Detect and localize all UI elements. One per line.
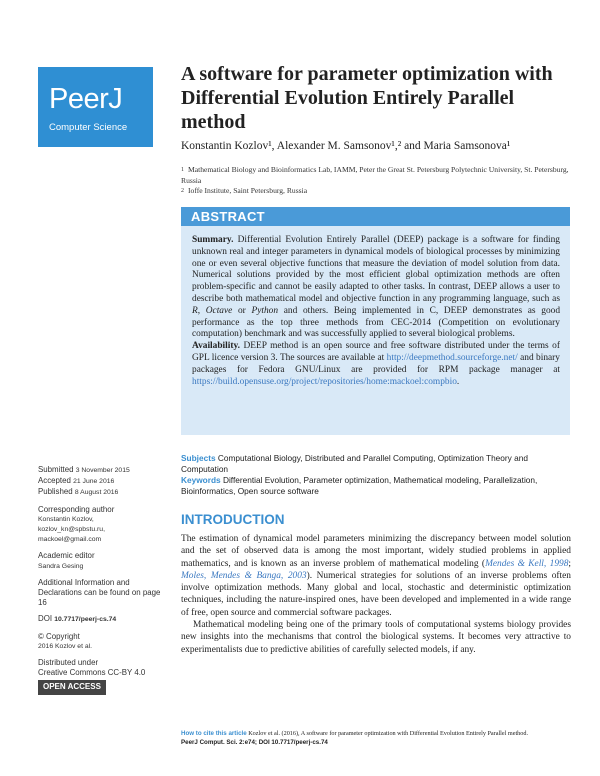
corresponding-email-2[interactable]: mackoel@gmail.com (38, 536, 102, 544)
corresponding-author-name: Konstantin Kozlov, (38, 515, 94, 523)
published-row: Published 8 August 2016 (38, 487, 119, 497)
introduction-text (181, 533, 571, 656)
deepmethod-link[interactable]: http://deepmethod.sourceforge.net/ (386, 352, 518, 363)
accepted-row: Accepted 21 June 2016 (38, 476, 115, 486)
abstract-summary: Summary. Differential Evolution Entirely Parallel (DEEP) package is a software for finding unknown real and integer parameters in dynamical models of biological processes by minimizing one or even several objective functions that measure the deviation of model solution from data. Numerical solutions provided by the most efficient global optimization methods are often problem-specific and cannot be easily adapted to other tasks. In contrast, DEEP allows a user to describe both mathematical model and objective function in any programming language, such as R, Octave or Python and others. Being implemented in C, DEEP demonstrates as good performance as the top three methods from CEC-2014 (Competition on evolutionary computation) benchmark and was successfully applied to several biological problems. (192, 235, 561, 340)
additional-info[interactable]: Additional Information and Declarations can be found on page 16 (38, 577, 161, 608)
peerj-logo (38, 67, 153, 147)
article-title: A software for parameter optimization with Differential Evolution Entirely Parallel method (181, 63, 553, 133)
how-to-cite: How to cite this article Kozlov et al. (2016), A software for parameter optimization with Differential Evolution Entirely Parallel method. (181, 730, 529, 737)
journal-line: PeerJ Comput. Sci. 2:e74; DOI 10.7717/peerj-cs.74 (181, 738, 328, 746)
license-line-2[interactable]: Creative Commons CC-BY 4.0 (38, 668, 146, 678)
subjects-line: Subjects Computational Biology, Distributed and Parallel Computing, Optimization Theory and Computation (181, 453, 528, 474)
abstract-text (192, 235, 560, 388)
academic-editor-label: Academic editor (38, 551, 95, 561)
citation-moles[interactable]: Moles, Mendes & Banga, 2003 (181, 570, 307, 581)
keywords-line: Keywords Differential Evolution, Parameter optimization, Mathematical modeling, Parallelization, Bioinformatics, Open source software (181, 475, 538, 496)
article-sidebar (38, 465, 168, 695)
affiliations (181, 165, 581, 197)
intro-paragraph-2: Mathematical modeling being one of the primary tools of computational systems biology provides new insights into the mechanisms that control the biological systems. It becomes very attractive to experimentalists due to predictive abilities of carefully selected models, if any. (181, 620, 571, 655)
doi-row[interactable]: DOI 10.7717/peerj-cs.74 (38, 614, 117, 624)
corresponding-author-label: Corresponding author (38, 504, 115, 514)
intro-paragraph-1: The estimation of dynamical model parameters minimizing the discrepancy between model solution and the set of observed data is among the most important, widely studied problems in applied mathematics, and is known as an inverse problem of mathematical modeling (Mendes & Kell, 1998; Moles, Mendes & Banga, 2003). Numerical strategies for solutions of an inverse problems often involve optimization methods. Many global and local, stochastic and deterministic optimization techniques, including the nature-inspired ones, have been developed and implemented in a wide range of free, open source and commercial software packages. (181, 534, 571, 618)
affiliation-2: $^2$ Ioffe Institute, Saint Petersburg, Russia (181, 186, 308, 195)
abstract-heading: ABSTRACT (191, 209, 265, 224)
submitted-row: Submitted 3 November 2015 (38, 465, 130, 474)
license-line-1: Distributed under (38, 658, 99, 668)
corresponding-email-1[interactable]: kozlov_kn@spbstu.ru, (38, 526, 105, 534)
logo-subtitle: Computer Science (49, 122, 128, 133)
opensuse-link[interactable]: https://build.opensuse.org/project/repositories/home:mackoel:compbio (192, 376, 457, 387)
copyright-icon: © (38, 631, 44, 641)
author-list: Konstantin Kozlov¹, Alexander M. Samsonov¹,² and Maria Samsonova¹ (181, 140, 511, 152)
citation-mendes-kell[interactable]: Mendes & Kell, 1998 (485, 558, 569, 569)
affiliation-1: $^1$ Mathematical Biology and Bioinformatics Lab, IAMM, Peter the Great St. Petersburg Polytechnic University, St. Petersburg, Russia (181, 165, 569, 185)
abstract-availability: Availability. DEEP method is an open source and free software distributed under the terms of GPL licence version 3. The sources are available at http://deepmethod.sourceforge.net/ and binary packages for Fedora GNU/Linux are provided for RPM package manager at https://build.opensuse.org/project/repositories/home:mackoel:compbio. (192, 341, 560, 387)
open-access-badge: OPEN ACCESS (38, 680, 106, 694)
introduction-heading: INTRODUCTION (181, 512, 285, 527)
abstract-header (181, 207, 570, 226)
copyright-text: 2016 Kozlov et al. (38, 642, 93, 650)
citation-footer (181, 730, 581, 747)
subjects-keywords (181, 453, 571, 497)
logo-name: PeerJ (49, 83, 123, 115)
copyright-label: © Copyright (38, 631, 80, 641)
academic-editor-name: Sandra Gesing (38, 562, 84, 570)
